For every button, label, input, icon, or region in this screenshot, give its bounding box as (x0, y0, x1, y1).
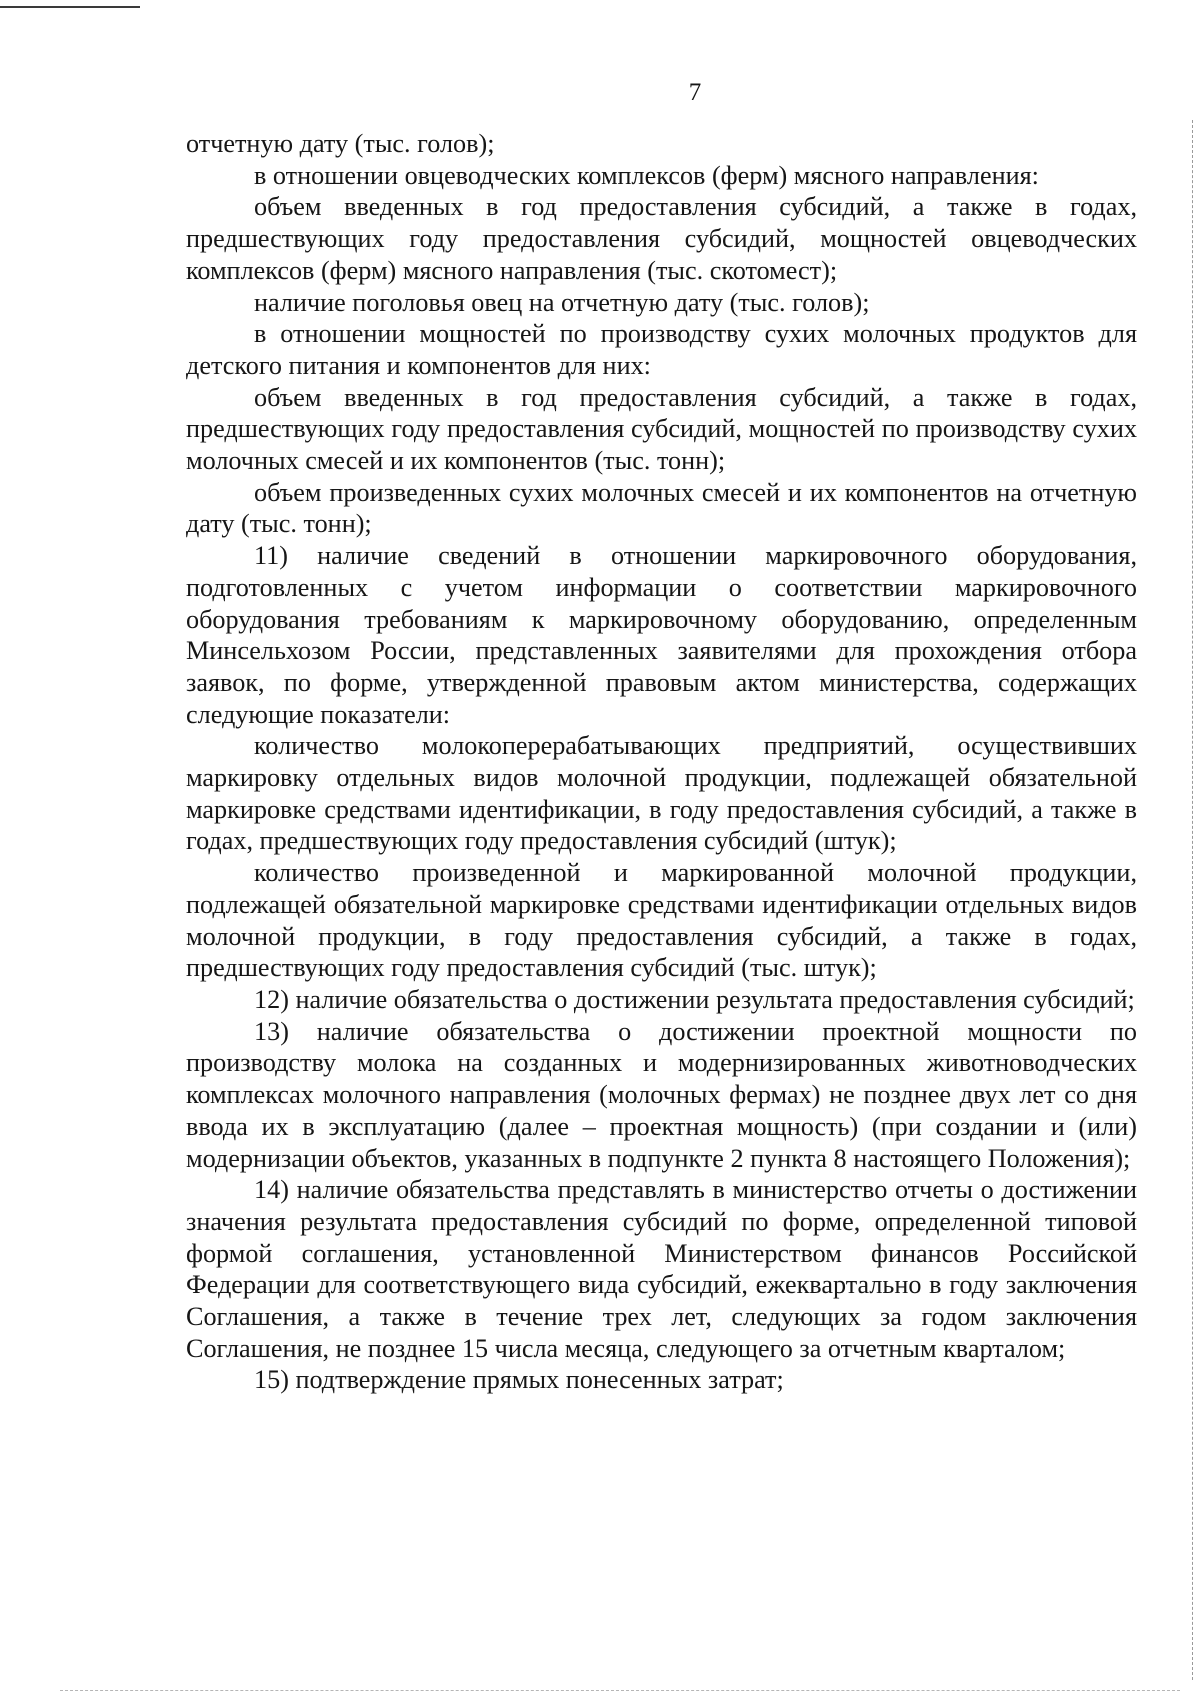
paragraph-item-11: 11) наличие сведений в отношении маркировочного оборудования, подготовленных с учетом информации о соответствии маркировочного оборудования требованиям к маркировочному оборудованию, определенным Минсельхозом России, представленных заявителями для прохождения отбора заявок, по форме, утвержденной правовым актом министерства, содержащих следующие показатели: (186, 541, 1137, 729)
paragraph-item-15: 15) подтверждение прямых понесенных затрат; (254, 1365, 784, 1395)
paragraph: количество произведенной и маркированной молочной продукции, подлежащей обязательной маркировке средствами идентификации отдельных видов молочной продукции, в году предоставления субсидий, а также в годах, предшествующих году предоставления субсидий (тыс. штук); (186, 858, 1137, 983)
paragraph-item-13: 13) наличие обязательства о достижении проектной мощности по производству молока на созданных и модернизированных животноводческих комплексах молочного направления (молочных фермах) не позднее двух лет со дня ввода их в эксплуатацию (далее – проектная мощность) (при создании и (или) модернизации объектов, указанных в подпункте 2 пункта 8 настоящего Положения); (186, 1016, 1137, 1173)
scan-edge-right (1192, 120, 1193, 1680)
paragraph-item-12: 12) наличие обязательства о достижении результата предоставления субсидий; (254, 984, 1135, 1014)
paragraph: в отношении мощностей по производству сухих молочных продуктов для детского питания и компонентов для них: (186, 319, 1137, 380)
page-number: 7 (688, 79, 702, 106)
scan-edge-bottom (60, 1690, 1180, 1691)
paragraph: объем произведенных сухих молочных смесей и их компонентов на отчетную дату (тыс. тонн); (186, 477, 1137, 539)
paragraph: в отношении овцеводческих комплексов (ферм) мясного направления: (254, 160, 1039, 190)
paragraph: отчетную дату (тыс. голов); (186, 129, 495, 158)
scan-edge-top (0, 6, 140, 8)
paragraph: количество молокоперерабатывающих предприятий, осуществивших маркировку отдельных видов молочной продукции, подлежащей обязательной маркировке средствами идентификации, в году предоставления субсидий, а также в годах, предшествующих году предоставления субсидий (штук); (186, 731, 1137, 856)
paragraph: наличие поголовья овец на отчетную дату (тыс. голов); (254, 287, 870, 317)
paragraph: объем введенных в год предоставления субсидий, а также в годах, предшествующих году предоставления субсидий, мощностей по производству сухих молочных смесей и их компонентов (тыс. тонн); (186, 382, 1137, 476)
paragraph: объем введенных в год предоставления субсидий, а также в годах, предшествующих году предоставления субсидий, мощностей овцеводческих комплексов (ферм) мясного направления (тыс. скотомест); (186, 192, 1137, 285)
paragraph-item-14: 14) наличие обязательства представлять в министерство отчеты о достижении значения результата предоставления субсидий по форме, определенной типовой формой соглашения, установленной Министерством финансов Российской Федерации для соответствующего вида субсидий, ежеквартально в году заключения Соглашения, а также в течение трех лет, следующих за годом заключения Соглашения, не позднее 15 числа месяца, следующего за отчетным кварталом; (186, 1175, 1137, 1363)
document-body (186, 128, 1137, 1396)
